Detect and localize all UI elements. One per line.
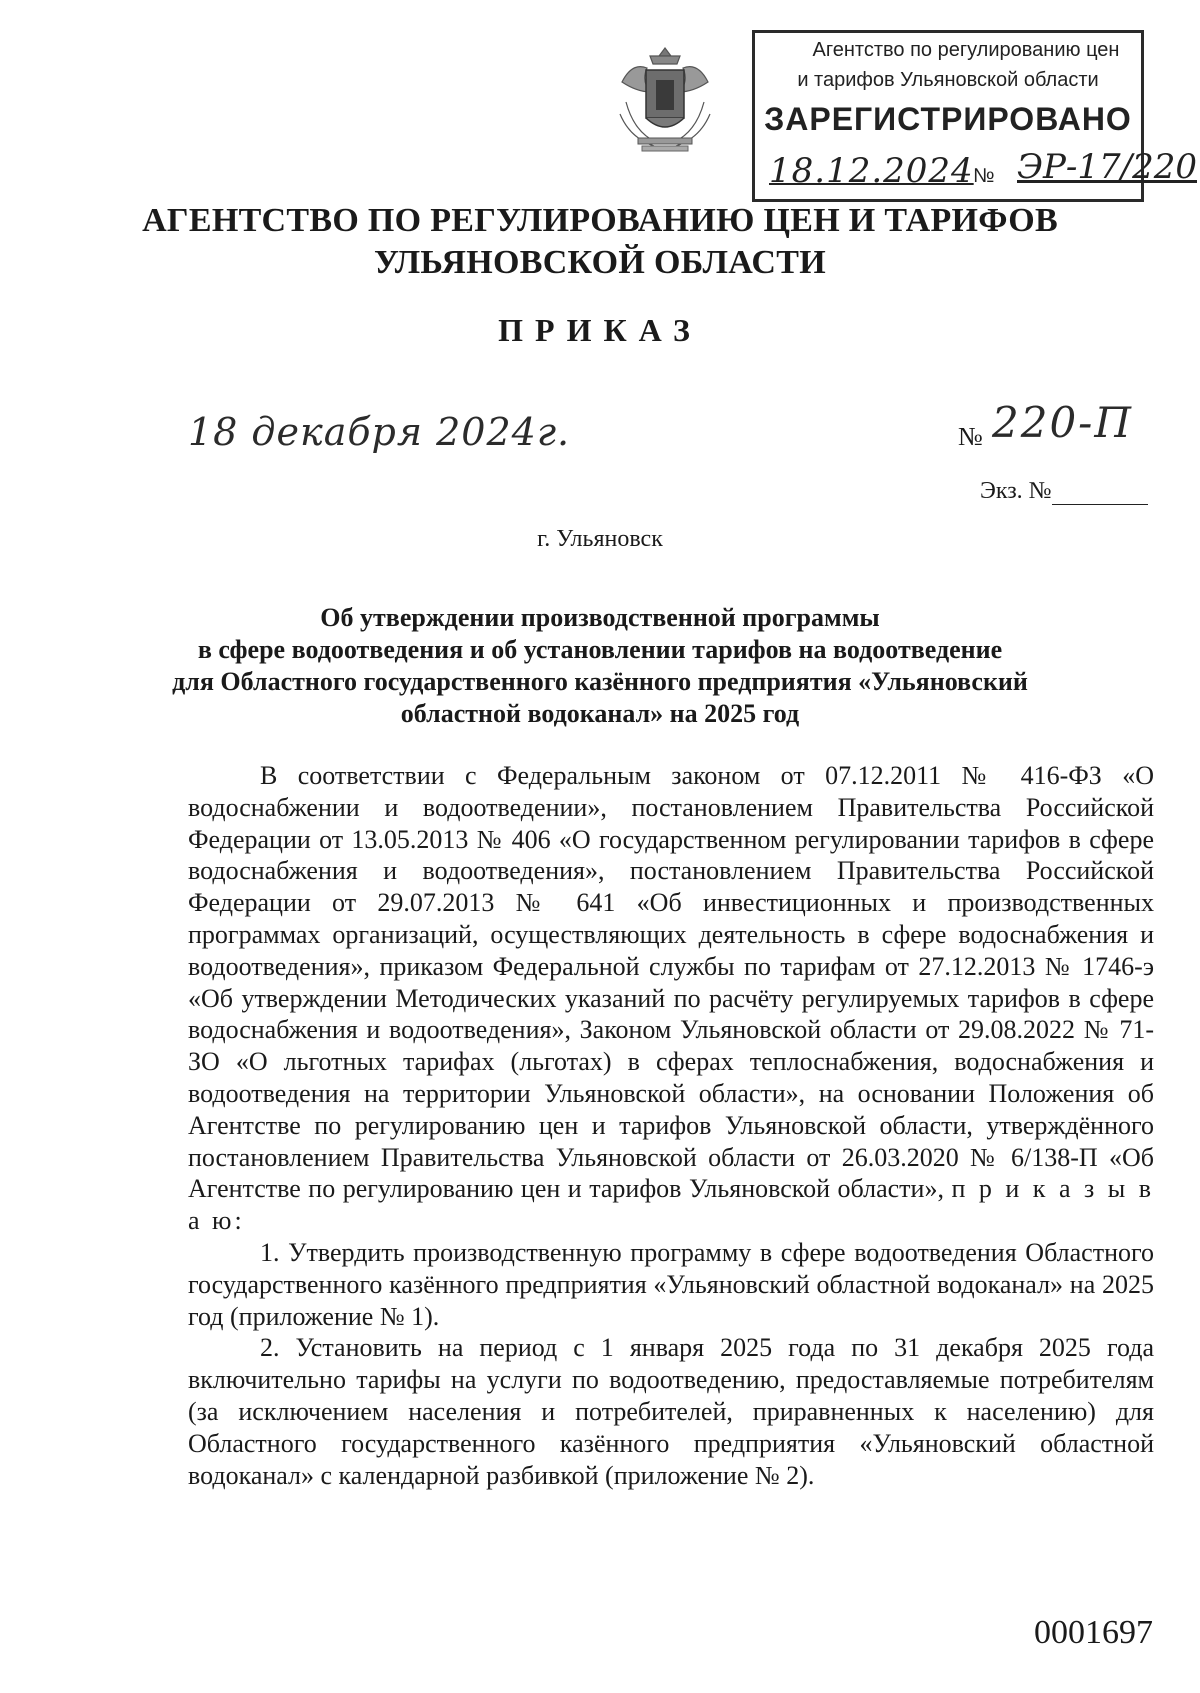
copy-number-label: Экз. №	[980, 478, 1052, 504]
stamp-agency-line1: Агентство по регулированию цен	[812, 39, 1120, 61]
handwritten-date: 18 декабря 2024г.	[188, 410, 571, 454]
subject-line3: для Областного государственного казённого предприятия «Ульяновский	[172, 667, 1028, 696]
city: г. Ульяновск	[537, 526, 663, 552]
item-1: 1. Утвердить производственную программу в сфере водоотведения Областного государственного казённого предприятия «Ульяновский областной водоканал» на 2025 год (приложение № 1).	[188, 1237, 1154, 1331]
order-body	[188, 760, 1154, 1491]
stamp-handwritten-date: 18.12.2024	[769, 151, 974, 191]
document-type-title: ПРИКАЗ	[498, 312, 702, 348]
copy-number-blank-line	[1052, 482, 1148, 505]
stamp-status: ЗАРЕГИСТРИРОВАНО	[764, 101, 1132, 137]
handwritten-order-number: 220-П	[992, 398, 1133, 447]
subject-line1: Об утверждении производственной программы	[320, 603, 880, 632]
subject-line2: в сфере водоотведения и об установлении тарифов на водоотведение	[197, 635, 1003, 664]
stamp-agency-line2: и тарифов Ульяновской области	[797, 69, 1099, 91]
order-subject	[140, 602, 1060, 730]
coat-of-arms-emblem	[612, 42, 718, 158]
order-number-label: №	[958, 422, 983, 451]
copy-number-field	[980, 478, 1148, 505]
preamble-paragraph	[188, 760, 1154, 1237]
agency-line2: УЛЬЯНОВСКОЙ ОБЛАСТИ	[374, 244, 826, 281]
agency-line1: АГЕНТСТВО ПО РЕГУЛИРОВАНИЮ ЦЕН И ТАРИФОВ	[142, 202, 1058, 239]
serial-number: 0001697	[1034, 1614, 1153, 1651]
preamble-text: В соответствии с Федеральным законом от 07.12.2011 № 416-ФЗ «О водоснабжении и водоотведении», постановлением Правительства Российской Федерации от 13.05.2013 № 406 «О государственном регулировании тарифов в сфере водоснабжения и водоотведения», постановлением Правительства Российской Федерации от 29.07.2013 № 641 «Об инвестиционных и производственных программах организаций, осуществляющих деятельность в сфере водоснабжения и водоотведения», приказом Федеральной службы по тарифам от 27.12.2013 № 1746-э «Об утверждении Методических указаний по расчёту регулируемых тарифов в сфере водоснабжения и водоотведения», Законом Ульяновской области от 29.08.2022 № 71-ЗО «О льготных тарифах (льготах) в сферах теплоснабжения, водоснабжения и водоотведения на территории Ульяновской области», на основании Положения об Агентстве по регулированию цен и тарифов Ульяновской области, утверждённого постановлением Правительства Ульяновской области от 26.03.2020 № 6/138-П «Об Агентстве по регулированию цен и тарифов Ульяновской области»,	[188, 761, 1154, 1204]
subject-line4: областной водоканал» на 2025 год	[400, 699, 800, 728]
agency-heading	[0, 200, 1200, 284]
item-2: 2. Установить на период с 1 января 2025 года по 31 декабря 2025 года включительно тарифы на услуги по водоотведению, предоставляемые потребителям (за исключением населения и потребителей, приравненных к населению) для Областного государственного казённого предприятия «Ульяновский областной водоканал» с календарной разбивкой (приложение № 2).	[188, 1333, 1154, 1490]
order-word: п р и к а з ы в а ю:	[188, 1174, 1155, 1236]
stamp-number-label: №	[973, 165, 995, 187]
registration-stamp	[752, 30, 1197, 202]
stamp-handwritten-number: ЭР-17/220	[1017, 147, 1197, 187]
